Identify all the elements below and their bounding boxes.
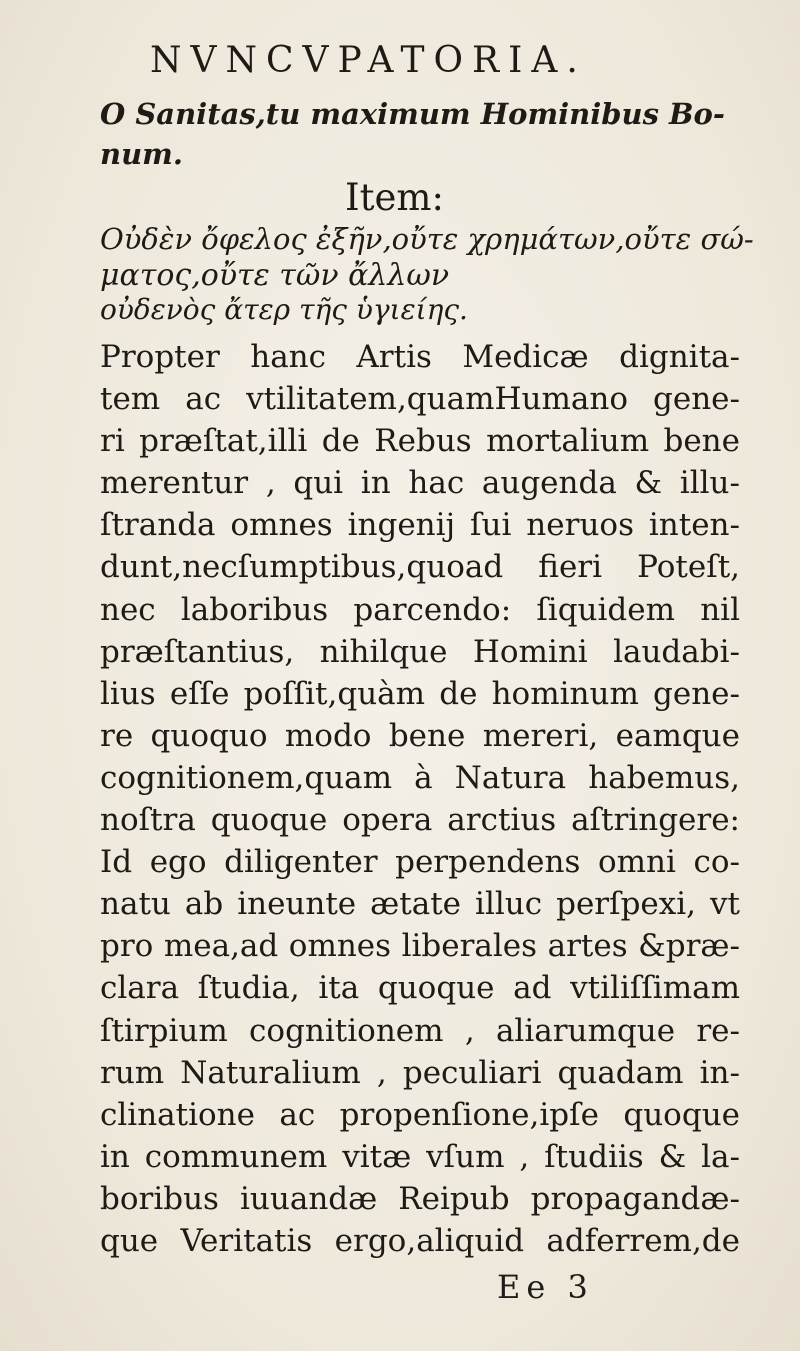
motto-line-1: O Sanitas,tu maximum Hominibus Bo- — [100, 97, 725, 131]
greek-line-3: οὐδενὸς ἄτερ τῆς ὑγιείης. — [100, 293, 468, 326]
signature-mark: Ee 3 — [497, 1268, 594, 1306]
body-line: nec laboribus parcendo: ſiquidem nil — [100, 591, 740, 628]
body-line: rum Naturalium , peculiari quadam in- — [100, 1054, 740, 1091]
body-line: boribus iuuandæ Reipub propagandæ- — [100, 1180, 740, 1217]
body-text — [100, 336, 740, 1262]
body-line: clara ſtudia, ita quoque ad vtiliſſimam — [100, 970, 740, 1007]
body-line: natu ab ineunte ætate illuc perſpexi, vt — [100, 886, 740, 923]
body-line: ri præſtat,illi de Rebus mortalium bene — [100, 423, 740, 460]
body-line: Propter hanc Artis Medicæ dignita- — [100, 339, 740, 375]
item-label: Item: — [345, 176, 444, 219]
body-line: clinatione ac propenſione,ipſe quoque — [100, 1096, 740, 1133]
greek-line-2: ματος,οὔτε τῶν ἄλλων — [100, 258, 450, 293]
motto — [100, 94, 740, 174]
running-title: NVNCVPATORIA. — [150, 40, 587, 81]
body-line: ſtirpium cognitionem , aliarumque re- — [100, 1012, 740, 1049]
greek-line-1: Οὐδὲν ὄφελος ἐξῆν,οὔτε χρημάτων,οὔτε σώ- — [100, 222, 754, 256]
body-line: que Veritatis ergo,aliquid adferrem,de — [100, 1222, 740, 1259]
body-line: præſtantius, nihilque Homini laudabi- — [100, 633, 740, 670]
body-line: ſtranda omnes ingenij ſui neruos inten- — [100, 507, 740, 544]
body-line: noſtra quoque opera arctius aſtringere: — [100, 802, 740, 839]
body-line: merentur , qui in hac augenda & illu- — [100, 465, 740, 502]
body-line: pro mea,ad omnes liberales artes &præ- — [100, 928, 740, 965]
body-line: tem ac vtilitatem,quamHumano gene- — [100, 381, 740, 418]
body-line: in communem vitæ vſum , ſtudiis & la- — [100, 1138, 740, 1175]
body-line: Id ego diligenter perpendens omni co- — [100, 844, 740, 881]
body-line: lius eſſe poſſit,quàm de hominum gene- — [100, 675, 740, 712]
body-line: dunt,necſumptibus,quoad fieri Poteſt, — [100, 549, 740, 586]
body-line: re quoquo modo bene mereri, eamque — [100, 717, 740, 754]
body-line: cognitionem,quam à Natura habemus, — [100, 759, 740, 796]
motto-line-2: num. — [100, 137, 183, 171]
